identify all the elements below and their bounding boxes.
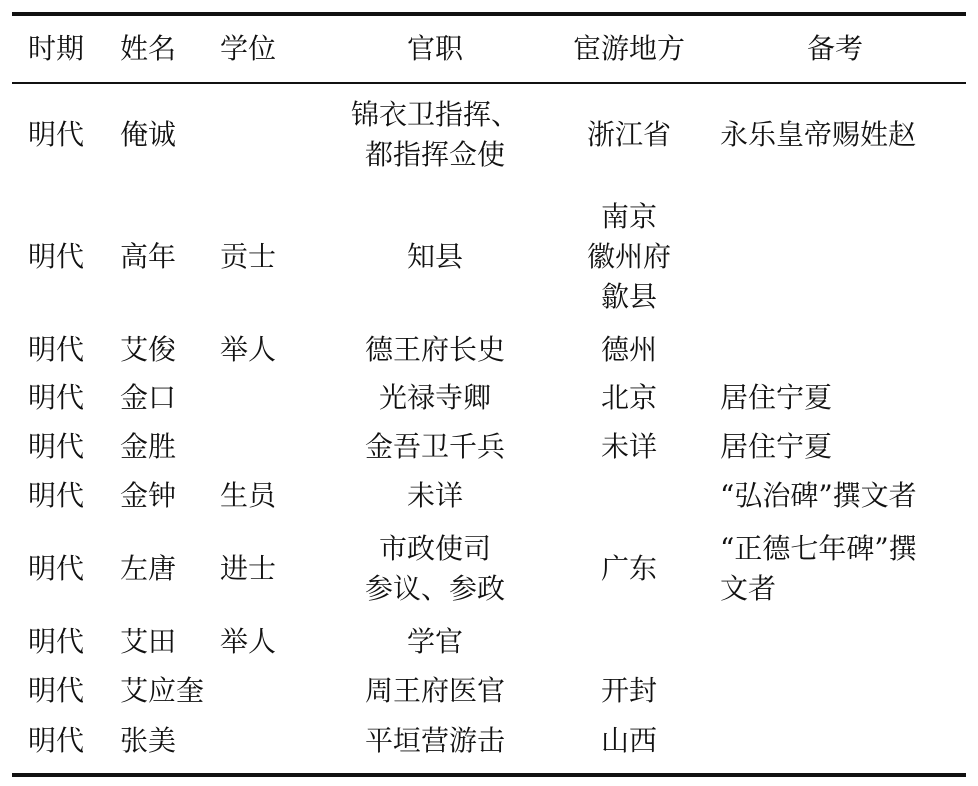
cell-note-line: 永乐皇帝赐姓赵 — [720, 118, 917, 151]
cell-period: 明代 — [28, 333, 85, 366]
cell-place-line: 山西 — [600, 724, 657, 757]
cell-degree — [212, 716, 316, 766]
cell-note-line: “正德七年碑”撰 — [720, 532, 917, 565]
table-row — [12, 618, 966, 666]
cell-note — [704, 188, 966, 326]
cell-note — [704, 82, 966, 188]
header-place: 宦游地方 — [572, 32, 685, 65]
cell-place — [554, 188, 704, 326]
cell-place — [554, 326, 704, 374]
cell-office-line: 参议、参政 — [364, 572, 505, 605]
cell-office-line: 光禄寺卿 — [378, 381, 491, 414]
cell-place — [554, 716, 704, 766]
cell-office-line: 学官 — [406, 625, 463, 658]
cell-office — [316, 520, 554, 618]
cell-place-line: 开封 — [600, 674, 657, 707]
cell-office — [316, 666, 554, 716]
cell-note — [704, 716, 966, 766]
cell-office — [316, 326, 554, 374]
cell-office-line: 德王府长史 — [364, 333, 505, 366]
cell-office-line: 锦衣卫指挥、 — [350, 98, 519, 131]
cell-office-line: 平垣营游击 — [364, 724, 505, 757]
table-row — [12, 666, 966, 716]
cell-office — [316, 422, 554, 472]
table-body — [12, 82, 966, 766]
table-row — [12, 422, 966, 472]
table-row — [12, 520, 966, 618]
table-row — [12, 82, 966, 188]
cell-note — [704, 666, 966, 716]
cell-note-line: 文者 — [720, 572, 777, 605]
cell-place-line: 南京 — [600, 200, 657, 233]
table-row — [12, 716, 966, 766]
cell-office — [316, 716, 554, 766]
header-degree: 学位 — [220, 32, 277, 65]
cell-office-line: 知县 — [406, 240, 463, 273]
cell-degree: 进士 — [220, 552, 277, 585]
cell-place — [554, 666, 704, 716]
header-row — [12, 16, 966, 82]
header-period: 时期 — [28, 32, 85, 65]
cell-name: 金胜 — [120, 430, 177, 463]
cell-place — [554, 82, 704, 188]
header-office: 官职 — [406, 32, 463, 65]
cell-place — [554, 472, 704, 520]
cell-name: 高年 — [120, 240, 177, 273]
cell-degree: 举人 — [220, 333, 277, 366]
cell-note — [704, 374, 966, 422]
cell-office — [316, 82, 554, 188]
cell-office — [316, 374, 554, 422]
cell-period: 明代 — [28, 479, 85, 512]
cell-name: 左唐 — [120, 552, 177, 585]
cell-place-line: 德州 — [600, 333, 657, 366]
cell-office-line: 金吾卫千兵 — [364, 430, 505, 463]
cell-degree — [212, 666, 316, 716]
cell-degree — [212, 374, 316, 422]
cell-office — [316, 618, 554, 666]
table-bottom-rule — [12, 773, 966, 777]
cell-place — [554, 618, 704, 666]
table-header — [12, 16, 966, 82]
cell-note — [704, 618, 966, 666]
cell-note-line: “弘治碑”撰文者 — [720, 479, 917, 512]
cell-period: 明代 — [28, 724, 85, 757]
cell-degree: 贡士 — [220, 240, 277, 273]
cell-office-line: 未详 — [406, 479, 463, 512]
cell-name: 艾田 — [120, 625, 177, 658]
cell-office-line: 周王府医官 — [364, 674, 505, 707]
cell-period: 明代 — [28, 381, 85, 414]
cell-note-line: 居住宁夏 — [720, 430, 833, 463]
cell-name: 俺诚 — [120, 118, 177, 151]
table-row — [12, 326, 966, 374]
cell-name: 艾俊 — [120, 333, 177, 366]
cell-office — [316, 188, 554, 326]
cell-note — [704, 326, 966, 374]
cell-period: 明代 — [28, 118, 85, 151]
cell-period: 明代 — [28, 240, 85, 273]
cell-place-line: 广东 — [600, 552, 657, 585]
cell-note — [704, 422, 966, 472]
table-row — [12, 374, 966, 422]
cell-place — [554, 422, 704, 472]
cell-degree — [212, 82, 316, 188]
table-row — [12, 472, 966, 520]
header-note: 备考 — [806, 32, 863, 65]
cell-period: 明代 — [28, 552, 85, 585]
cell-place-line: 未详 — [600, 430, 657, 463]
cell-name: 张美 — [120, 724, 177, 757]
cell-office-line: 都指挥佥使 — [364, 138, 505, 171]
cell-degree: 生员 — [220, 479, 277, 512]
cell-place-line: 浙江省 — [586, 118, 671, 151]
cell-period: 明代 — [28, 625, 85, 658]
cell-note-line: 居住宁夏 — [720, 381, 833, 414]
cell-office — [316, 472, 554, 520]
cell-place-line: 歙县 — [600, 280, 657, 313]
cell-name: 金口 — [120, 381, 177, 414]
cell-note — [704, 472, 966, 520]
cell-name: 艾应奎 — [120, 674, 205, 707]
header-name: 姓名 — [120, 32, 177, 65]
cell-office-line: 市政使司 — [378, 532, 491, 565]
cell-period: 明代 — [28, 674, 85, 707]
officials-table — [12, 16, 966, 766]
cell-name: 金钟 — [120, 479, 177, 512]
cell-place-line: 徽州府 — [586, 240, 671, 273]
cell-note — [704, 520, 966, 618]
table-row — [12, 188, 966, 326]
cell-place-line: 北京 — [600, 381, 657, 414]
cell-place — [554, 374, 704, 422]
cell-degree — [212, 422, 316, 472]
cell-period: 明代 — [28, 430, 85, 463]
cell-place — [554, 520, 704, 618]
cell-degree: 举人 — [220, 625, 277, 658]
